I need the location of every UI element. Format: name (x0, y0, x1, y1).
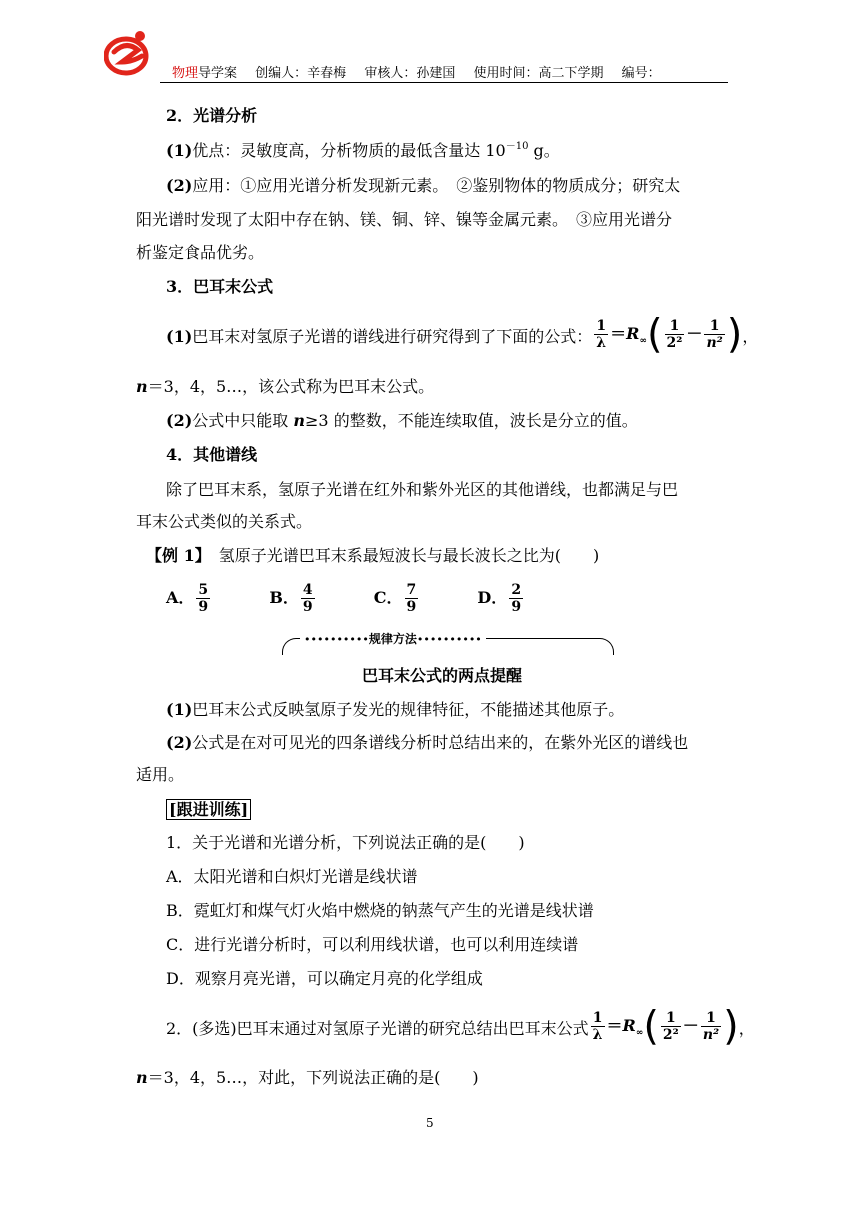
page-number: 5 (426, 1116, 434, 1130)
q2-tail: ， (738, 1019, 755, 1038)
formula-intro: 巴耳末对氢原子光谱的谱线进行研究得到了下面的公式： (192, 327, 593, 346)
section-2-title: 2．光谱分析 (166, 106, 258, 125)
section-2-advantage (166, 141, 560, 161)
term2-numerator: 1 (704, 318, 724, 335)
q2-text: 2．(多选)巴耳末通过对氢原子光谱的研究总结出巴耳末公式 (166, 1019, 589, 1038)
practice-q1-option-d[interactable]: D．观察月亮光谱，可以确定月亮的化学组成 (166, 969, 483, 988)
equals-sign: ＝ (606, 1016, 623, 1035)
section-3-n-values (136, 377, 434, 397)
note-text-b: ≥3 的整数，不能连续取值，波长是分立的值。 (305, 411, 638, 430)
option-numerator: 4 (302, 582, 313, 598)
lhs-denominator: λ (596, 335, 607, 351)
balmer-formula: $\frac{1}{\lambda}$ $=R_\infty$( $\frac{1}{\text{2²}}$ － $\frac{1}{\text{n²}}$ ) (596, 311, 743, 358)
method-point-2-text: 公式是在对可见光的四条谱线分析时总结出来的，在紫外光区的谱线也 (192, 733, 689, 752)
option-numerator: 7 (406, 582, 417, 598)
variable-n: n (136, 1068, 148, 1087)
rydberg-constant: R (622, 1016, 636, 1035)
note-text-a: 公式中只能取 (192, 411, 294, 430)
option-d[interactable] (477, 582, 525, 615)
option-denominator: 9 (302, 599, 313, 615)
option-denominator: 9 (198, 599, 209, 615)
option-numerator: 2 (511, 582, 522, 598)
practice-q1-option-a[interactable]: A．太阳光谱和白炽灯光谱是线状谱 (166, 867, 418, 886)
lhs-numerator: 1 (594, 318, 608, 335)
example-1 (146, 546, 599, 566)
example-options (166, 578, 525, 618)
section-3-note (166, 411, 638, 431)
variable-n: n (293, 411, 306, 430)
option-letter: C． (373, 588, 403, 607)
option-letter: B． (269, 588, 299, 607)
option-letter: A． (166, 588, 195, 607)
minus-sign: － (682, 1016, 699, 1035)
section-2-application-line2: 阳光谱时发现了太阳中存在钠、镁、铜、锌、镍等金属元素。 ③应用光谱分 (136, 210, 673, 229)
term2-denominator: n² (702, 1027, 720, 1043)
minus-sign: － (686, 324, 703, 343)
section-2-application-line3: 析鉴定食品优劣。 (136, 243, 265, 262)
option-denominator: 9 (406, 599, 417, 615)
option-a[interactable] (166, 582, 212, 615)
method-point-2-line2: 适用。 (136, 765, 185, 784)
term1-numerator: 1 (665, 318, 685, 335)
option-b[interactable] (269, 582, 316, 615)
header-editor: 创编人：辛春梅 (255, 66, 347, 81)
header-number: 编号： (621, 66, 661, 81)
section-2-application-line1 (166, 176, 680, 196)
practice-label-text: [跟进训练] (166, 799, 251, 820)
para-prefix: (2) (166, 733, 193, 752)
option-letter: D． (477, 588, 508, 607)
balmer-formula-q2: $\frac{1}{\lambda}$ $=R_\infty$( $\frac{1}{\text{2²}}$ － $\frac{1}{\text{n²}}$ ) (592, 1003, 739, 1050)
formula-tail: ， (742, 327, 759, 346)
para-prefix: (1) (166, 327, 193, 346)
option-c[interactable] (373, 582, 421, 615)
term2-denominator: n² (706, 335, 723, 351)
method-point-2-line1 (166, 733, 688, 753)
section-4-title: 4．其他谱线 (166, 445, 258, 464)
example-question: 氢原子光谱巴耳末系最短波长与最长波长之比为( ) (202, 546, 600, 565)
practice-q1-option-c[interactable]: C．进行光谱分析时，可以利用线状谱，也可以利用连续谱 (166, 935, 579, 954)
method-point-1 (166, 700, 624, 720)
n-values-text: ＝3，4，5…，该公式称为巴耳末公式。 (147, 377, 435, 396)
term1-denominator: 2² (662, 1027, 679, 1043)
page-header (172, 62, 661, 81)
example-label: 【例 1】 (146, 546, 203, 565)
header-subject-red: 物理 (172, 66, 199, 81)
advantage-text: 优点：灵敏度高，分析物质的最低含量达 10 (192, 141, 506, 160)
method-label: ••••••••••规律方法•••••••••• (300, 630, 486, 647)
rydberg-constant: R (626, 324, 640, 343)
practice-label (166, 800, 251, 820)
option-numerator: 5 (198, 582, 209, 598)
term1-denominator: 2² (666, 335, 683, 351)
rydberg-subscript: ∞ (635, 1028, 644, 1038)
lhs-numerator: 1 (591, 1010, 605, 1027)
section-4-line1: 除了巴耳末系，氢原子光谱在红外和紫外光区的其他谱线，也都满足与巴 (166, 480, 679, 499)
para-prefix: (2) (166, 411, 193, 430)
variable-n: n (136, 377, 148, 396)
equals-sign: ＝ (610, 324, 627, 343)
para-prefix: (1) (166, 700, 193, 719)
section-4-line2: 耳末公式类似的关系式。 (136, 512, 313, 531)
method-title: 巴耳末公式的两点提醒 (362, 666, 523, 685)
header-time: 使用时间：高二下学期 (473, 66, 604, 81)
school-logo-icon (104, 26, 152, 76)
practice-q1: 1．关于光谱和光谱分析，下列说法正确的是( ) (166, 833, 525, 852)
lhs-denominator: λ (592, 1027, 603, 1043)
term2-numerator: 1 (701, 1010, 721, 1027)
term1-numerator: 1 (661, 1010, 681, 1027)
header-reviewer: 审核人：孙建国 (364, 66, 456, 81)
option-denominator: 9 (511, 599, 522, 615)
exponent: －10 (505, 141, 529, 152)
method-point-1-text: 巴耳末公式反映氢原子发光的规律特征，不能描述其他原子。 (192, 700, 625, 719)
section-3-formula-line (166, 310, 758, 365)
para-prefix: (1) (166, 141, 193, 160)
q2-line2-text: ＝3，4，5…，对此，下列说法正确的是( ) (147, 1068, 479, 1087)
section-3-title: 3．巴耳末公式 (166, 277, 274, 296)
practice-q2-line2 (136, 1068, 479, 1088)
unit-text: g。 (528, 141, 560, 160)
practice-q1-option-b[interactable]: B．霓虹灯和煤气灯火焰中燃烧的钠蒸气产生的光谱是线状谱 (166, 901, 594, 920)
practice-q2 (166, 1002, 755, 1057)
method-label-text: 规律方法 (368, 632, 417, 646)
application-text: 应用：①应用光谱分析发现新元素。 ②鉴别物体的物质成分；研究太 (192, 176, 681, 195)
header-subject: 导学案 (198, 66, 238, 81)
header-rule (160, 82, 728, 83)
rydberg-subscript: ∞ (639, 336, 647, 346)
para-prefix: (2) (166, 176, 193, 195)
